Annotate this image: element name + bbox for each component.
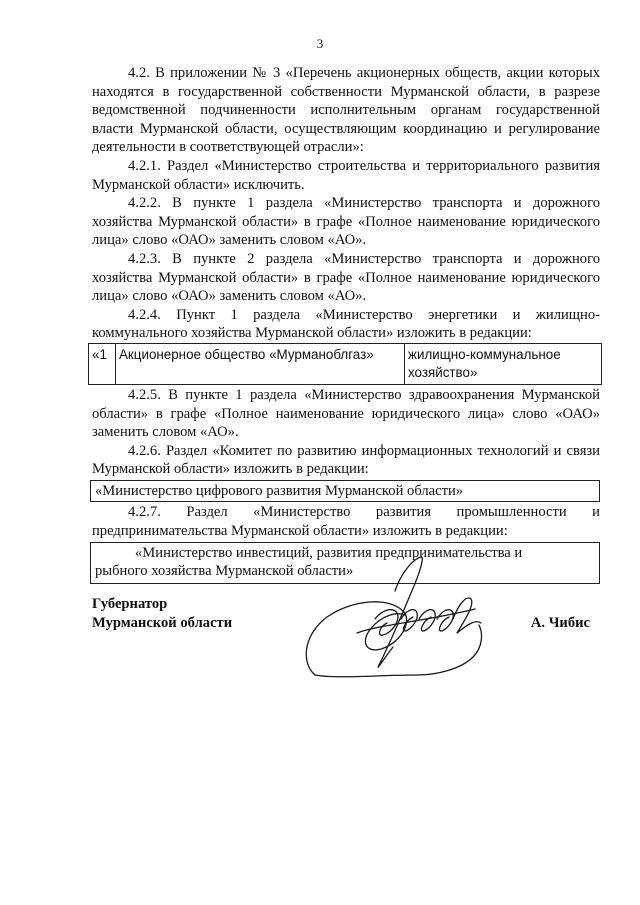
replacement-box-4-2-6: «Министерство цифрового развития Мурманской области» — [90, 480, 600, 503]
paragraph-4-2-5: 4.2.5. В пункте 1 раздела «Министерство здравоохранения Мурманской области» в графе «Полное наименование юридического лица» слово «ОАО» заменить словом «АО». — [92, 386, 600, 441]
table-cell-number: «1 — [89, 343, 116, 384]
signature-block — [92, 595, 600, 695]
signatory-title-line-2: Мурманской области — [92, 615, 233, 631]
table-row — [89, 343, 602, 384]
page-number: 3 — [316, 36, 324, 51]
replacement-box-line-2: рыбного хозяйства Мурманской области» — [95, 563, 354, 580]
paragraph-4-2-3: 4.2.3. В пункте 2 раздела «Министерство транспорта и дорожного хозяйства Мурманской области» в графе «Полное наименование юридического лица» слово «ОАО» заменить словом «АО». — [92, 250, 600, 305]
table-cell-sector: жилищно-коммунальное хозяйство» — [405, 343, 602, 384]
signatory-name: А. Чибис — [530, 615, 590, 631]
document-body — [92, 64, 600, 585]
paragraph-4-2-1: 4.2.1. Раздел «Министерство строительства и территориального развития Мурманской области» исключить. — [92, 157, 600, 193]
paragraph-4-2-7: 4.2.7. Раздел «Министерство развития промышленности и предпринимательства Мурманской области» изложить в редакции: — [92, 504, 600, 540]
signatory-title — [92, 595, 232, 633]
paragraph-4-2-6: 4.2.6. Раздел «Комитет по развитию информационных технологий и связи Мурманской области» изложить в редакции: — [92, 442, 600, 478]
paragraph-4-2-4: 4.2.4. Пункт 1 раздела «Министерство энергетики и жилищно-коммунального хозяйства Мурманской области» изложить в редакции: — [92, 306, 600, 342]
paragraph-4-2: 4.2. В приложении № 3 «Перечень акционерных обществ, акции которых находятся в государственной собственности Мурманской области, в разрезе ведомственной подчиненности исполнительным органам государственной власти Мурманской области, осуществляющим координацию и регулирование деятельности в соответствующей отрасли»: — [92, 65, 600, 156]
paragraph-4-2-2: 4.2.2. В пункте 1 раздела «Министерство транспорта и дорожного хозяйства Мурманской области» в графе «Полное наименование юридического лица» слово «ОАО» заменить словом «АО». — [92, 195, 600, 249]
signatory-title-line-1: Губернатор — [92, 596, 168, 612]
handwritten-signature — [297, 553, 507, 688]
replacement-box-line-1: «Министерство инвестиций, развития предпринимательства и — [135, 544, 523, 561]
table-cell-company-name: Акционерное общество «Мурманоблгаз» — [116, 343, 405, 384]
replacement-table-4-2-4 — [88, 343, 602, 385]
